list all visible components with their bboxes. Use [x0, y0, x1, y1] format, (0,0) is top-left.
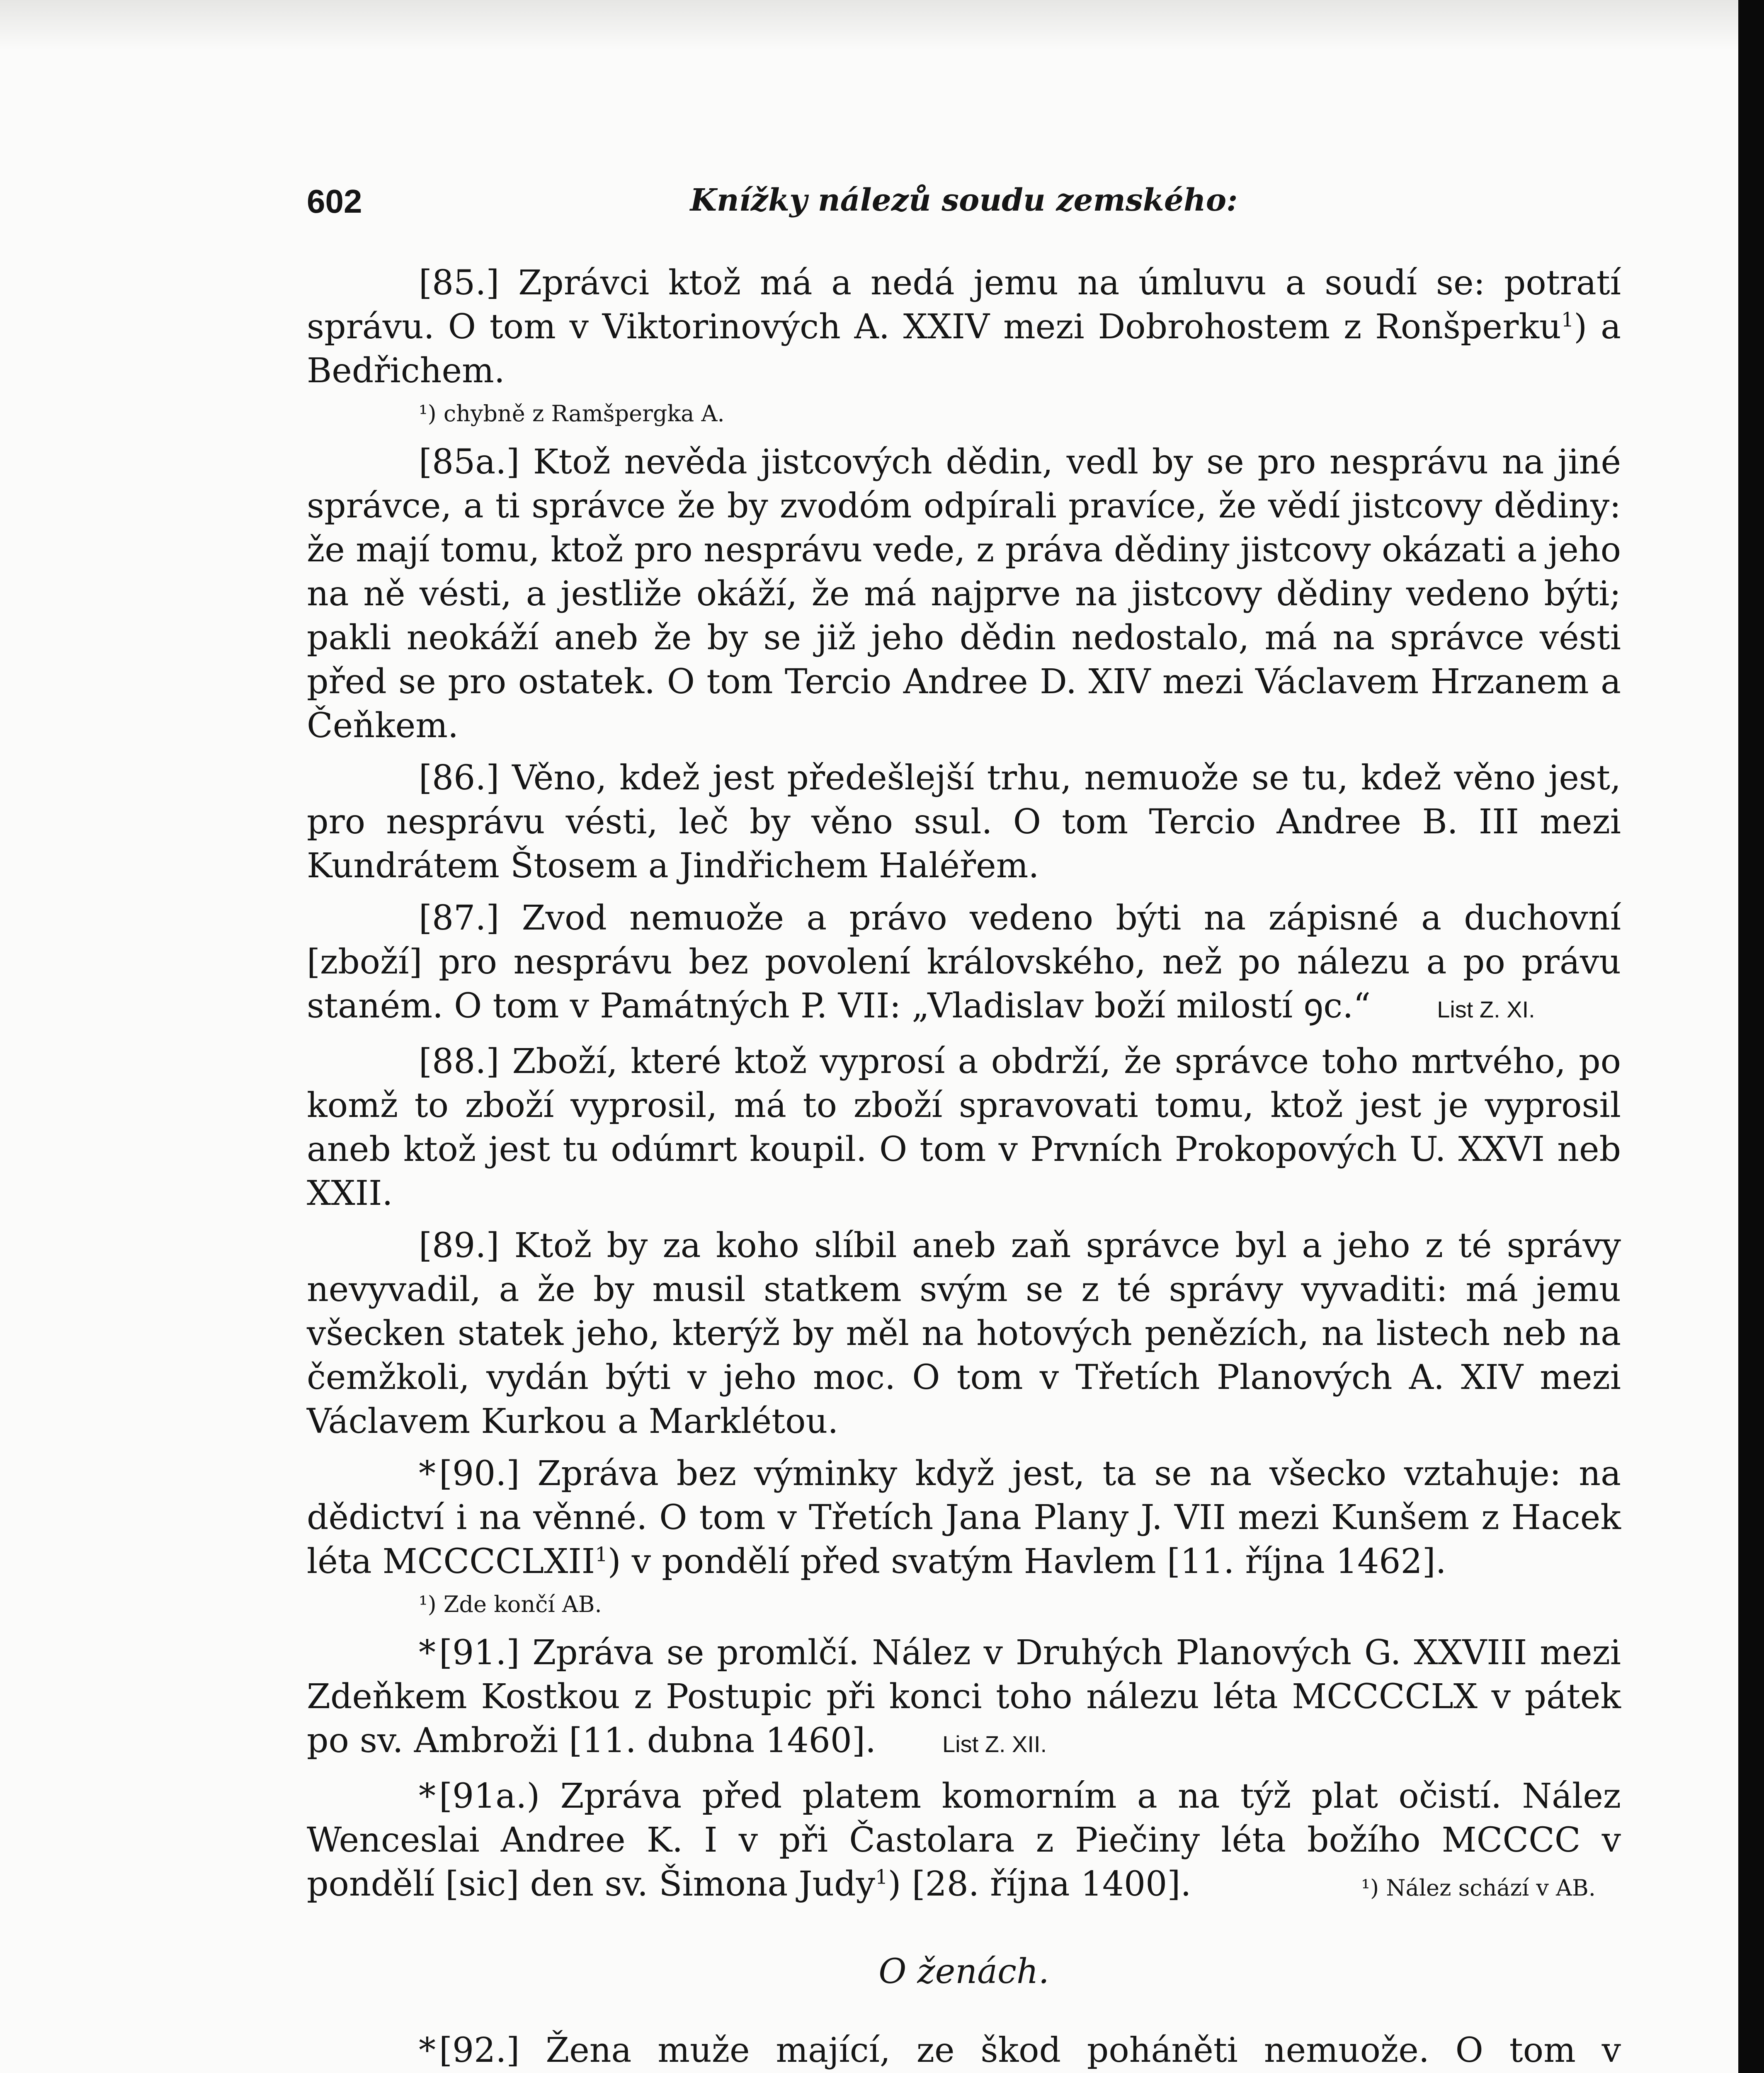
paragraph-92: [307, 2029, 1621, 2073]
footnote-91a: ¹) Nález schází v AB.: [1361, 1875, 1596, 1901]
folio-reference: List Z. XI.: [1437, 996, 1535, 1022]
folio-reference: List Z. XII.: [942, 1731, 1047, 1757]
footnote-90: ¹) Zde končí AB.: [419, 1591, 602, 1617]
footnote-85: ¹) chybně z Ramšpergka A.: [419, 401, 725, 427]
running-title: Knížky nálezů soudu zemského:: [690, 182, 1238, 218]
footnote-mark: 1: [1561, 308, 1574, 332]
paragraph-text: [86.] Věno, kdež jest předešlejší trhu, nemuože se tu, kdež věno jest, pro nesprávu vésti, leč by věno ssul. O tom Tercio Andree B. III mezi Kundrátem Štosem a Jindřichem Haléřem.: [307, 758, 1621, 886]
footnote-mark: 1: [875, 1865, 888, 1889]
scan-border: [1738, 0, 1764, 2073]
paragraph-91: [307, 1631, 1621, 1766]
paragraph-86: [307, 756, 1621, 888]
paragraph-text-after: ) v pondělí před svatým Havlem [11. října 1462].: [607, 1542, 1446, 1581]
page-header: [307, 182, 1621, 236]
paragraph-text: [85a.] Ktož nevěda jistcových dědin, vedl by se pro nesprávu na jiné správce, a ti správce že by zvodóm odpírali pravíce, že vědí jistcovy dědiny: že mají tomu, ktož pro nesprávu vede, z práva dědiny jistcovy okázati a jeho na ně vésti, a jestliže okáží, že má najprve na jistcovy dědiny vedeno býti; pakli neokáží aneb že by se již jeho dědin nedostalo, má na správce vésti před se pro ostatek. O tom Tercio Andree D. XIV mezi Václavem Hrzanem a Čeňkem.: [307, 442, 1621, 745]
paragraph-text: [89.] Ktož by za koho slíbil aneb zaň správce byl a jeho z té správy nevyvadil, a že by musil statkem svým se z té správy vyvaditi: má jemu všecken statek jeho, kterýž by měl na hotových penězích, na listech neb na čemžkoli, vydán býti v jeho moc. O tom v Třetích Planových A. XIV mezi Václavem Kurkou a Marklétou.: [307, 1226, 1621, 1441]
paragraph-85: [307, 261, 1621, 393]
scan-shading: [0, 0, 1738, 50]
paragraph-85a: [307, 440, 1621, 748]
paragraph-91a: [307, 1774, 1621, 1906]
page-number: 602: [307, 183, 362, 220]
paragraph-text: [88.] Zboží, které ktož vyprosí a obdrží, že správce toho mrtvého, po komž to zboží vyprosil, má to zboží spravovati tomu, ktož jest je vyprosil aneb ktož jest tu odúmrt koupil. O tom v Prvních Prokopových U. XXVI neb XXII.: [307, 1042, 1621, 1213]
footnote-mark: 1: [595, 1543, 608, 1566]
asterisk-mark: *: [419, 1633, 436, 1672]
paragraph-text: [91a.) Zpráva před platem komorním a na týž plat očistí. Nález Wenceslai Andree K. I v při Častolara z Piečiny léta božího MCCCC v pondělí [sic] den sv. Šimona Judy: [307, 1777, 1621, 1904]
paragraph-text: [85.] Zprávci ktož má a nedá jemu na úmluvu a soudí se: potratí správu. O tom v Viktorinových A. XXIV mezi Dobrohostem z Ronšperku: [307, 263, 1621, 347]
paragraph-90: [307, 1452, 1621, 1584]
paragraph-88: [307, 1040, 1621, 1216]
paragraph-text: [90.] Zpráva bez výminky když jest, ta se na všecko vztahuje: na dědictví i na věnné. O tom v Třetích Jana Plany J. VII mezi Kunšem z Hacek léta MCCCCLXII: [307, 1454, 1621, 1581]
asterisk-mark: *: [419, 1777, 436, 1816]
page-body: [307, 261, 1621, 2073]
paragraph-87: [307, 896, 1621, 1032]
paragraph-text: [87.] Zvod nemuože a právo vedeno býti na zápisné a duchovní [zboží] pro nesprávu bez povolení královského, než po nálezu a po právu staném. O tom v Památných P. VII: „Vladislav boží milostí ꝯc.“: [307, 898, 1621, 1026]
paragraph-text: [92.] Žena muže mající, ze škod poháněti nemuože. O tom v: [439, 2031, 1621, 2070]
paragraph-text-after: ) a Bedřichem.: [307, 307, 1621, 391]
asterisk-mark: *: [419, 2031, 436, 2070]
asterisk-mark: *: [419, 1454, 436, 1493]
paragraph-text-after: ) [28. října 1400].: [888, 1864, 1191, 1904]
paragraph-89: [307, 1224, 1621, 1444]
section-heading: O ženách.: [878, 1952, 1049, 1991]
paragraph-text: [91.] Zpráva se promlčí. Nález v Druhých Planových G. XXVIII mezi Zdeňkem Kostkou z Postupic při konci toho nálezu léta MCCCCLX v pátek po sv. Ambroži [11. dubna 1460].: [307, 1633, 1621, 1760]
